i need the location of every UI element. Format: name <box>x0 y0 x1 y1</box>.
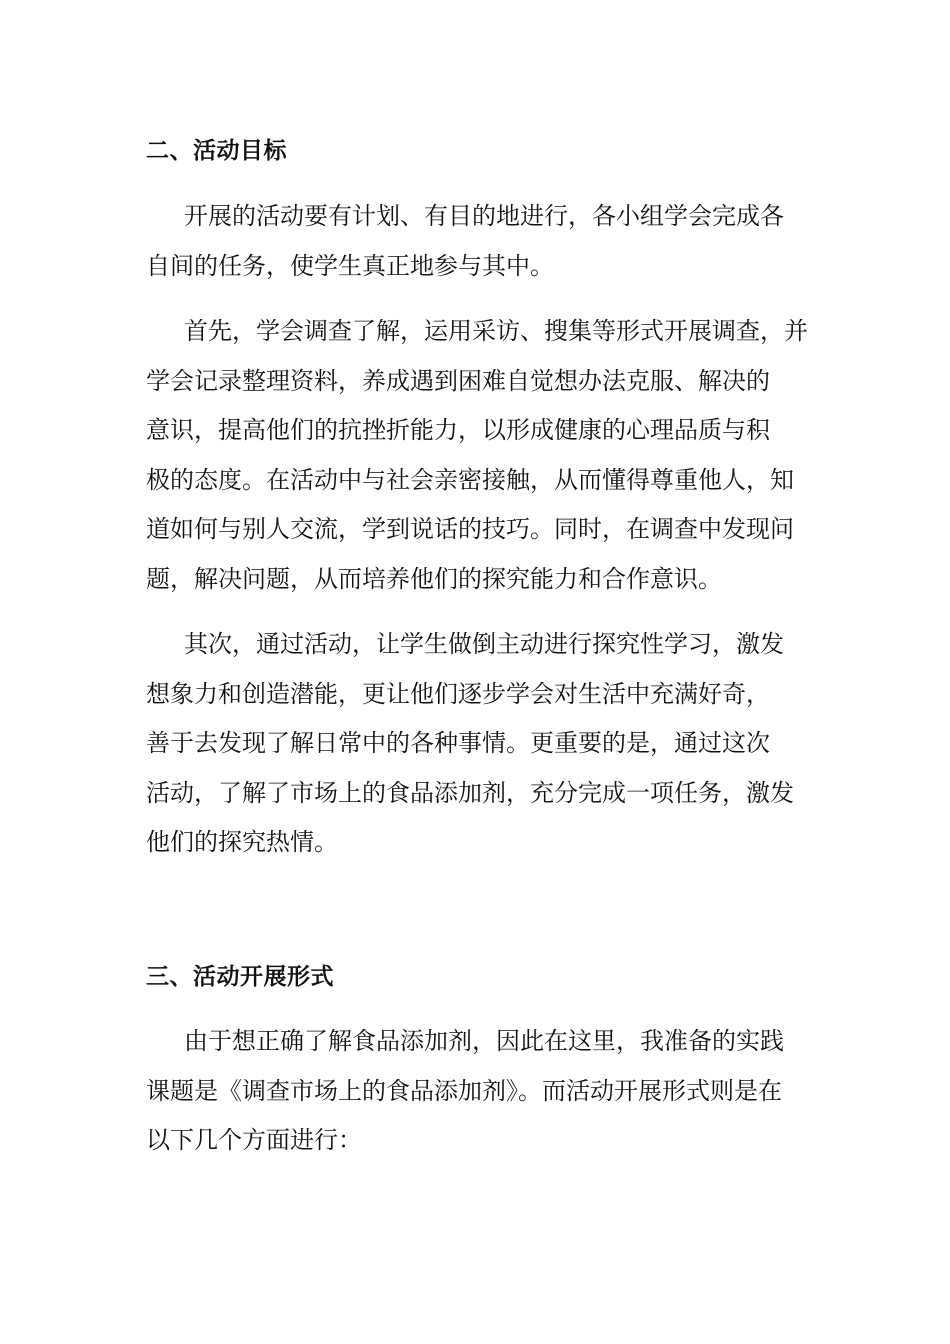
paragraph-line: 以下几个方面进行： <box>146 1126 362 1154</box>
paragraph-line: 课题是《调查市场上的食品添加剂》。而活动开展形式则是在 <box>146 1076 782 1105</box>
paragraph-line: 自间的任务，使学生真正地参与其中。 <box>146 251 554 280</box>
paragraph-line: 他们的探究热情。 <box>146 828 338 856</box>
paragraph-line: 学会记录整理资料，养成遇到困难自觉想办法克服、解决的 <box>146 366 770 395</box>
paragraph-line: 由于想正确了解食品添加剂，因此在这里，我准备的实践 <box>184 1027 784 1055</box>
paragraph-line: 想象力和创造潜能，更让他们逐步学会对生活中充满好奇， <box>146 679 770 708</box>
paragraph-line: 意识，提高他们的抗挫折能力，以形成健康的心理品质与积 <box>146 416 770 444</box>
paragraph-goals-first <box>146 307 808 604</box>
section-heading-format: 三、活动开展形式 <box>146 964 334 990</box>
paragraph-line: 开展的活动要有计划、有目的地进行，各小组学会完成各 <box>184 202 784 230</box>
paragraph-line: 极的态度。在活动中与社会亲密接触，从而懂得尊重他人，知 <box>146 465 794 494</box>
paragraph-line: 活动，了解了市场上的食品添加剂，充分完成一项任务，激发 <box>146 778 794 807</box>
paragraph-line: 道如何与别人交流，学到说话的技巧。同时，在调查中发现问 <box>146 515 794 543</box>
paragraph-line: 其次，通过活动，让学生做倒主动进行探究性学习，激发 <box>184 630 784 658</box>
paragraph-line: 善于去发现了解日常中的各种事情。更重要的是，通过这次 <box>146 729 770 757</box>
paragraph-goals-intro <box>146 192 808 291</box>
paragraph-format-intro <box>146 1017 808 1166</box>
paragraph-goals-second <box>146 620 808 868</box>
paragraph-line: 题，解决问题，从而培养他们的探究能力和合作意识。 <box>146 564 722 593</box>
paragraph-line: 首先，学会调查了解，运用采访、搜集等形式开展调查，并 <box>184 317 808 345</box>
section-heading-goals: 二、活动目标 <box>146 138 287 164</box>
